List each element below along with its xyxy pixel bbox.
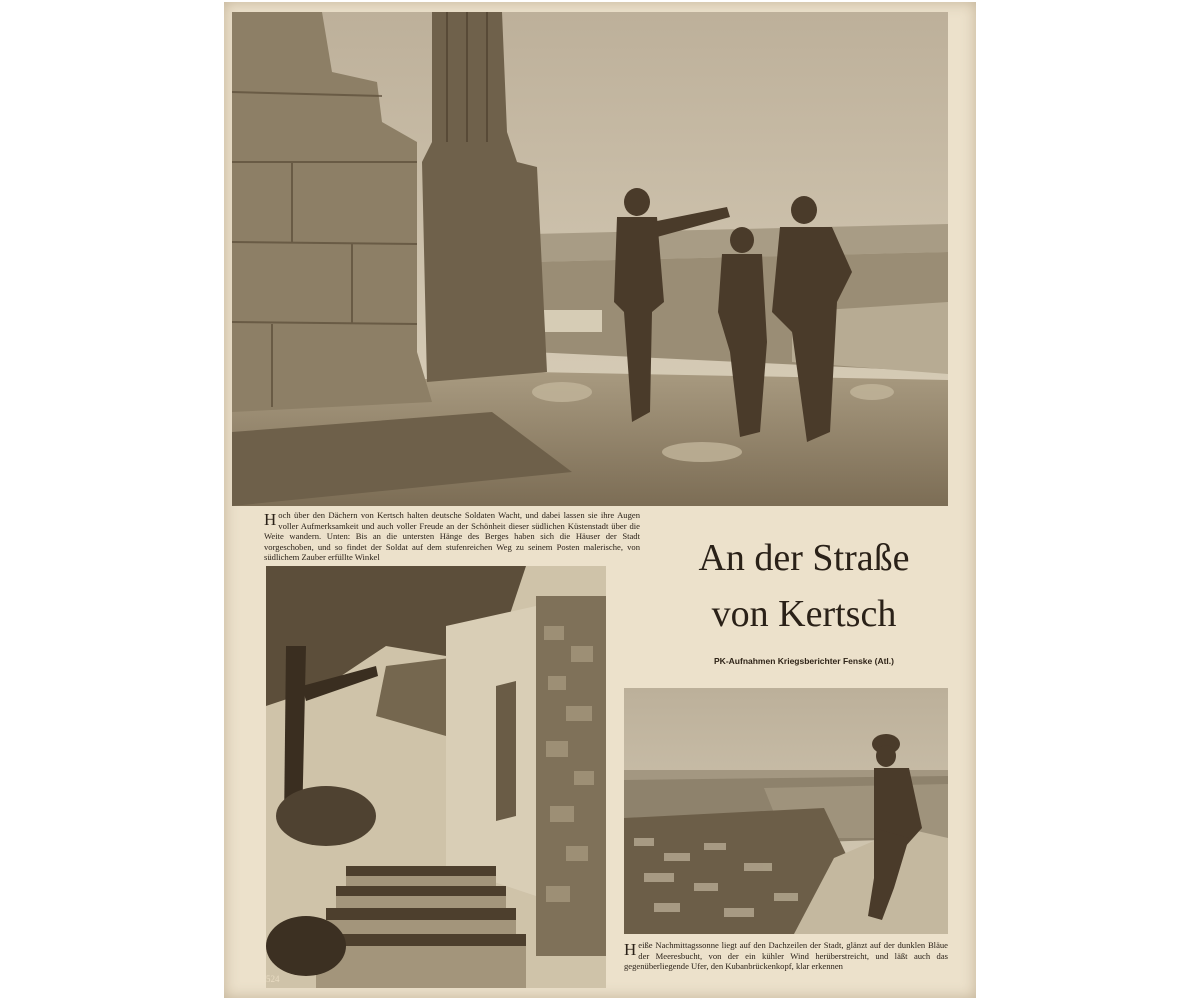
photo-soldiers-at-ruins bbox=[232, 12, 948, 506]
caption-bottom-text: eiße Nachmittagssonne liegt auf den Dachzeilen der Stadt, glänzt auf der dunklen Bläue der Meeresbucht, von der ein kühler Wind herüberstreicht, und läßt auch das gegenüberliegende Ufer, den Kubanbrückenkopf, klar erkennen bbox=[624, 940, 948, 972]
caption-top bbox=[264, 510, 640, 563]
caption-bottom-initial: H bbox=[624, 940, 637, 959]
photo-stone-steps bbox=[266, 566, 606, 988]
title-line-2: von Kertsch bbox=[711, 593, 897, 635]
page-number: 524 bbox=[266, 974, 280, 984]
caption-top-initial: H bbox=[264, 510, 277, 529]
magazine-page bbox=[224, 2, 976, 998]
title-line-1: An der Straße bbox=[698, 537, 910, 579]
page-title bbox=[654, 530, 954, 642]
photo-soldier-overlooking-bay bbox=[624, 688, 948, 934]
photo-credit: PK-Aufnahmen Kriegsberichter Fenske (Atl.) bbox=[714, 656, 894, 666]
caption-bottom bbox=[624, 940, 948, 972]
caption-top-text: och über den Dächern von Kertsch halten deutsche Soldaten Wacht, und dabei lassen sie ihre Augen voller Aufmerksamkeit und auch voller Freude an der Schönheit dieser südlichen Küstenstadt über die Weite wandern. Unten: Bis an die untersten Hänge des Berges haben sich die Häuser der Stadt vorgeschoben, und so findet der Soldat auf dem stufenreichen Weg zu seinem Posten malerische, von südlichem Zauber erfüllte Winkel bbox=[264, 510, 640, 563]
